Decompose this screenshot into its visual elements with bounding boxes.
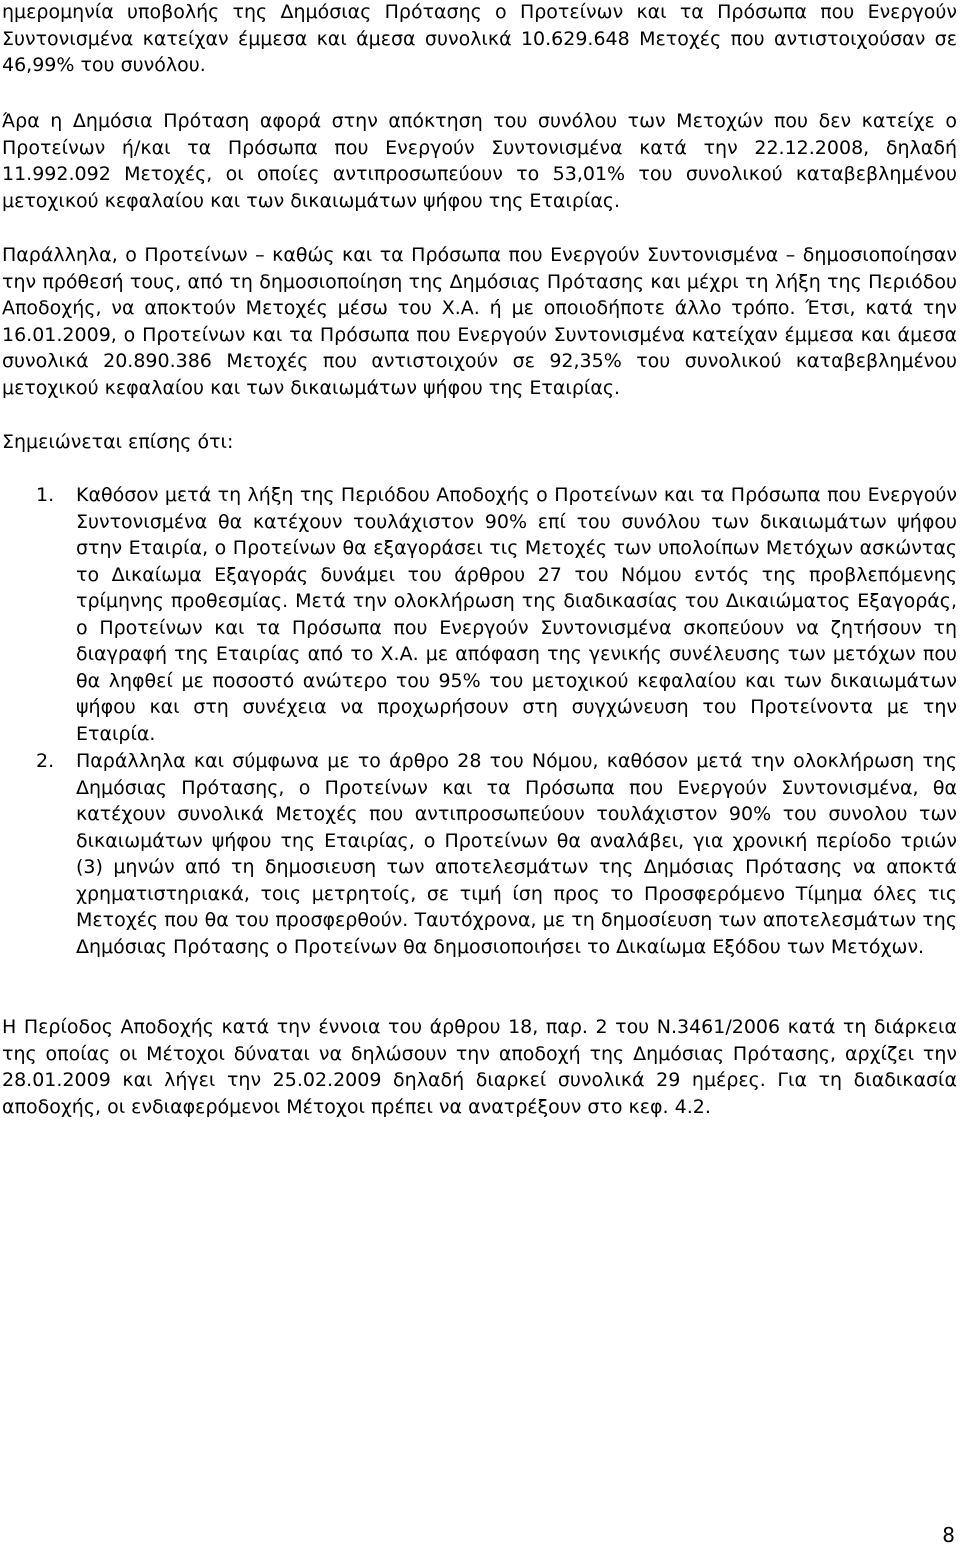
paragraph-parallel-acquisitions: Παράλληλα, ο Προτείνων – καθώς και τα Πρόσωπα που Ενεργούν Συντονισμένα – δημοσιοποίησαν την πρόθεσή τους, από τη δημοσιοποίηση της Δημόσιας Πρότασης και μέχρι τη λήξη της Περιόδου Αποδοχής, να αποκτούν Μετοχές μέσω του Χ.Α. ή με οποιοδήποτε άλλο τρόπο. Έτσι, κατά την 16.01.2009, ο Προτείνων και τα Πρόσωπα που Ενεργούν Συντονισμένα κατείχαν έμμεσα και άμεσα συνολικά 20.890.386 Μετοχές που αντιστοιχούν σε 92,35% του συνολικού καταβεβλημένου μετοχικού κεφαλαίου και των δικαιωμάτων ψήφου της Εταιρίας.: [2, 244, 957, 399]
list-item-number: 2.: [36, 750, 55, 772]
list-item: [36, 482, 957, 747]
list-item: [36, 748, 957, 960]
paragraph-notes-intro: Σημειώνεται επίσης ότι:: [2, 431, 234, 453]
paragraph-acceptance-period: Η Περίοδος Αποδοχής κατά την έννοια του άρθρου 18, παρ. 2 του Ν.3461/2006 κατά τη διάρκεια της οποίας οι Μέτοχοι δύναται να δηλώσουν την αποδοχή της Δημόσιας Πρότασης, αρχίζει την 28.01.2009 και λήγει την 25.02.2009 δηλαδή διαρκεί συνολικά 29 ημέρες. Για τη διαδικασία αποδοχής, οι ενδιαφερόμενοι Μέτοχοι πρέπει να ανατρέξουν στο κεφ. 4.2.: [2, 1016, 957, 1118]
list-item-number: 1.: [36, 484, 55, 506]
paragraph-offer-scope: Άρα η Δημόσια Πρόταση αφορά στην απόκτηση του συνόλου των Μετοχών που δεν κατείχε ο Προτείνων ή/και τα Πρόσωπα που Ενεργούν Συντονισμένα κατά την 22.12.2008, δηλαδή 11.992.092 Μετοχές, οι οποίες αντιπροσωπεύουν το 53,01% του συνολικού καταβεβλημένου μετοχικού κεφαλαίου και των δικαιωμάτων ψήφου της Εταιρίας.: [2, 110, 957, 212]
page-number: 8: [942, 1523, 955, 1547]
paragraph-holdings-before-offer: ημερομηνία υποβολής της Δημόσιας Πρότασης ο Προτείνων και τα Πρόσωπα που Ενεργούν Συντονισμένα κατείχαν έμμεσα και άμεσα συνολικά 10.629.648 Μετοχές που αντιστοιχούσαν σε 46,99% του συνόλου.: [2, 1, 957, 76]
list-item-text: Παράλληλα και σύμφωνα με το άρθρο 28 του Νόμου, καθόσον μετά την ολοκλήρωση της Δημόσιας Πρότασης, ο Προτείνων και τα Πρόσωπα που Ενεργούν Συντονισμένα, θα κατέχουν συνολικά Μετοχές που αντιπροσωπεύουν τουλάχιστον 90% του συνολου των δικαιωμάτων ψήφου της Εταιρίας, ο Προτείνων θα αναλάβει, για χρονική περίοδο τριών (3) μηνών από τη δημοσιευση των αποτελεσμάτων της Δημόσιας Πρότασης να αποκτά χρηματιστηριακά, τοις μετρητοίς, σε τιμή ίση προς το Προσφερόμενο Τίμημα όλες τις Μετοχές που θα του προσφερθούν. Ταυτόχρονα, με τη δημοσίευση των αποτελεσμάτων της Δημόσιας Πρότασης ο Προτείνων θα δημοσιοποιήσει το Δικαίωμα Εξόδου των Μετόχων.: [76, 750, 957, 958]
list-item-text: Καθόσον μετά τη λήξη της Περιόδου Αποδοχής ο Προτείνων και τα Πρόσωπα που Ενεργούν Συντονισμένα θα κατέχουν τουλάχιστον 90% επί του συνόλου των δικαιωμάτων ψήφου στην Εταιρία, ο Προτείνων θα εξαγοράσει τις Μετοχές των υπολοίπων Μετόχων ασκώντας το Δικαίωμα Εξαγοράς δυνάμει του άρθρου 27 του Νόμου εντός της προβλεπόμενης τρίμηνης προθεσμίας. Μετά την ολοκλήρωση της διαδικασίας του Δικαιώματος Εξαγοράς, ο Προτείνων και τα Πρόσωπα που Ενεργούν Συντονισμένα σκοπεύουν να ζητήσουν τη διαγραφή της Εταιρίας από το Χ.Α. με απόφαση της γενικής συνέλευσης των μετόχων που θα ληφθεί με ποσοστό ανώτερο του 95% του μετοχικού κεφαλαίου και των δικαιωμάτων ψήφου και στη συνέχεια να προχωρήσουν στη συγχώνευση του Προτείνοντα με την Εταιρία.: [76, 484, 957, 745]
